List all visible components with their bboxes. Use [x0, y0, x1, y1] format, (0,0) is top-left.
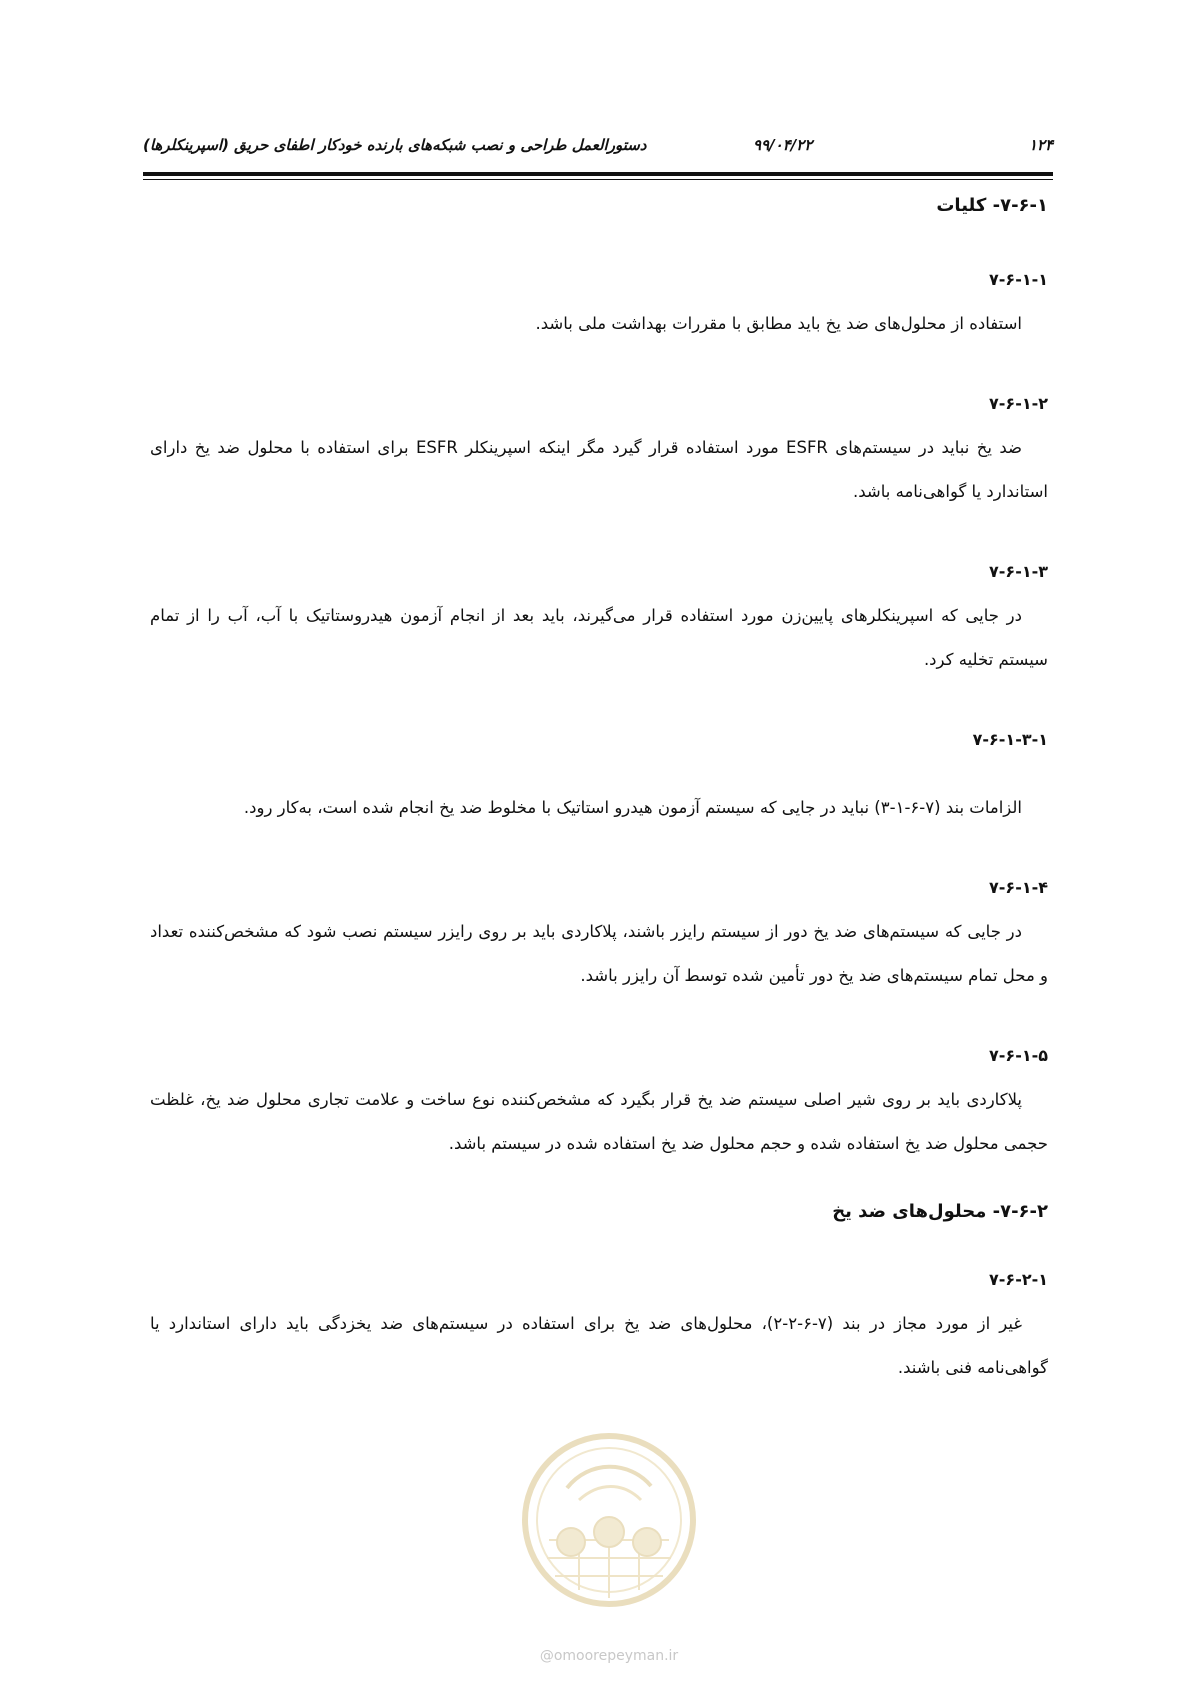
section-heading-antifreeze-solutions: ۷-۶-۲- محلول‌های ضد یخ [832, 1201, 1048, 1222]
page-header [143, 130, 1053, 162]
document-title: دستورالعمل طراحی و نصب شبکه‌های بارنده خودکار اطفای حریق (اسپرینکلرها) [143, 136, 647, 154]
header-rule-thin [143, 179, 1053, 180]
page-number: ۱۲۴ [1028, 136, 1053, 154]
watermark-logo-icon [519, 1430, 699, 1610]
clause-number: ۷-۶-۱-۱ [989, 270, 1048, 289]
clause-text: الزامات بند (۷-۶-۱-۳) نباید در جایی که سیستم آزمون هیدرو استاتیک با مخلوط ضد یخ انجام شده است، به‌کار رود. [243, 798, 1022, 817]
clause-number: ۷-۶-۱-۵ [989, 1046, 1048, 1065]
clause-number: ۷-۶-۲-۱ [989, 1270, 1048, 1289]
clause-number: ۷-۶-۱-۳-۱ [972, 730, 1048, 749]
clause-text: در جایی که سیستم‌های ضد یخ دور از سیستم رایزر باشند، پلاکاردی باید بر روی رایزر سیستم نصب شود که مشخص‌کننده تعداد و محل تمام سیستم‌های ضد یخ دور تأمین شده توسط آن رایزر باشد. [150, 922, 1048, 985]
clause-text: در جایی که اسپرینکلرهای پایین‌زن مورد استفاده قرار می‌گیرند، باید بعد از انجام آزمون هیدروستاتیک با آب، آب را از تمام سیستم تخلیه کرد. [150, 606, 1048, 669]
document-body [150, 184, 1048, 1390]
clause-text: ضد یخ نباید در سیستم‌های ESFR مورد استفاده قرار گیرد مگر اینکه اسپرینکلر ESFR برای استفاده با محلول ضد یخ دارای استاندارد یا گواهی‌نامه باشد. [150, 438, 1048, 501]
header-date: ۹۹/۰۴/۲۲ [753, 136, 813, 154]
clause-text: استفاده از محلول‌های ضد یخ باید مطابق با مقررات بهداشت ملی باشد. [535, 314, 1022, 333]
clause-number: ۷-۶-۱-۲ [989, 394, 1048, 413]
section-heading-generalities: ۷-۶-۱- کلیات [936, 195, 1048, 216]
clause-text: غیر از مورد مجاز در بند (۷-۶-۲-۲)، محلول‌های ضد یخ برای استفاده در سیستم‌های ضد یخزدگی باید دارای استاندارد یا گواهی‌نامه فنی باشند. [150, 1314, 1048, 1377]
clause-number: ۷-۶-۱-۴ [989, 878, 1048, 897]
watermark-url: @omoorepeyman.ir [539, 1648, 679, 1664]
clause-number: ۷-۶-۱-۳ [989, 562, 1048, 581]
clause-text: پلاکاردی باید بر روی شیر اصلی سیستم ضد یخ قرار بگیرد که مشخص‌کننده نوع ساخت و علامت تجاری محلول ضد یخ، غلظت حجمی محلول ضد یخ استفاده شده و حجم محلول ضد یخ استفاده شده در سیستم باشد. [150, 1090, 1048, 1153]
header-rule-thick [143, 172, 1053, 176]
